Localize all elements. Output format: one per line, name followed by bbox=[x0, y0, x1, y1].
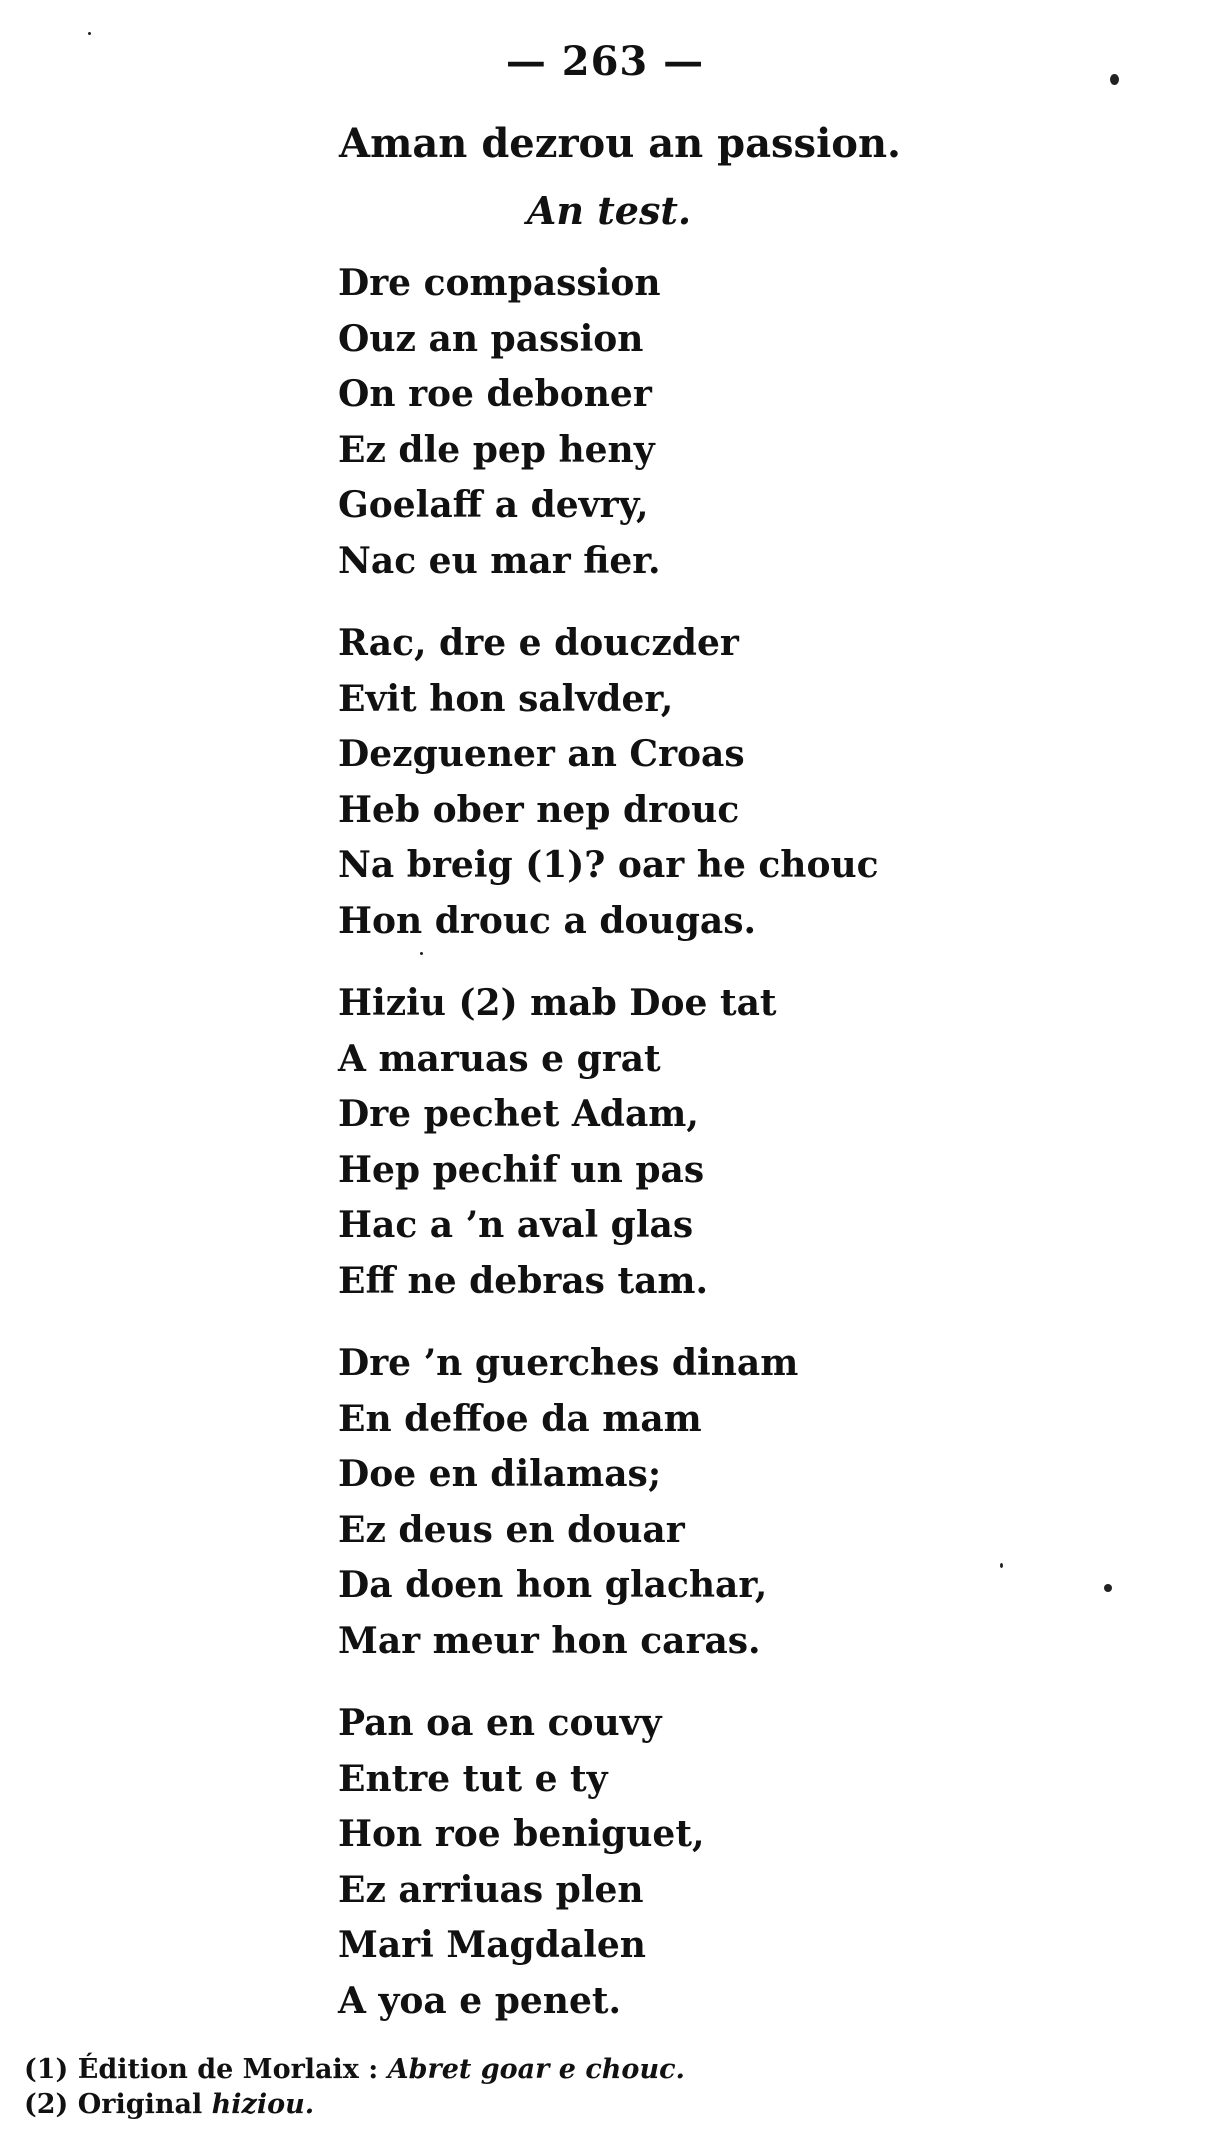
verse-line: Rac, dre e douczder bbox=[338, 622, 739, 664]
page-number: — 263 — bbox=[505, 38, 705, 85]
poem-title: Aman dezrou an passion. bbox=[339, 120, 901, 167]
footnote-emphasis: hiziou. bbox=[211, 2089, 315, 2120]
scan-speck bbox=[420, 952, 423, 955]
verse-line: Dre ’n guerches dinam bbox=[338, 1342, 799, 1384]
verse-line: Entre tut e ty bbox=[338, 1757, 608, 1800]
scan-speck bbox=[1104, 1584, 1112, 1592]
verse-line: Hon drouc a dougas. bbox=[338, 899, 757, 942]
verse-line: Dezguener an Croas bbox=[338, 733, 745, 775]
verse-line: Hon roe beniguet, bbox=[338, 1813, 705, 1855]
verse-line: Nac eu mar fier. bbox=[338, 539, 661, 582]
verse-line: Ez deus en douar bbox=[338, 1508, 685, 1551]
footnote-2 bbox=[24, 2087, 1174, 2122]
stanza-3 bbox=[338, 976, 1038, 1309]
verse-line: Doe en dilamas; bbox=[338, 1453, 662, 1495]
verse-line: Pan oa en couvy bbox=[338, 1702, 662, 1744]
verse-line: Eff ne debras tam. bbox=[338, 1259, 709, 1302]
verse-line: Mar meur hon caras. bbox=[338, 1619, 761, 1662]
verse-line: Evit hon salvder, bbox=[338, 677, 674, 720]
scan-speck bbox=[88, 32, 91, 35]
verse-line: A maruas e grat bbox=[338, 1037, 661, 1080]
verse-line: Hac a ’n aval glas bbox=[338, 1204, 694, 1246]
stanza-4 bbox=[338, 1336, 1038, 1669]
verse-line: Mari Magdalen bbox=[338, 1924, 646, 1966]
verse-line: Goelaff a devry, bbox=[338, 484, 649, 526]
verse-line: Ouz an passion bbox=[338, 317, 644, 360]
verse-line: Ez dle pep heny bbox=[338, 428, 655, 471]
poem-body bbox=[338, 256, 1038, 2056]
verse-line: On roe deboner bbox=[338, 373, 652, 415]
footnote-1 bbox=[24, 2052, 1174, 2087]
footnotes bbox=[24, 2052, 1174, 2122]
verse-line: En deffoe da mam bbox=[338, 1397, 702, 1440]
verse-line: Dre pechet Adam, bbox=[338, 1093, 699, 1135]
verse-line: Ez arriuas plen bbox=[338, 1868, 644, 1911]
verse-line: Hep pechif un pas bbox=[338, 1148, 705, 1191]
scan-speck bbox=[1110, 74, 1119, 85]
stanza-1 bbox=[338, 256, 1038, 589]
footnote-text: (1) Édition de Morlaix : bbox=[24, 2054, 388, 2085]
verse-line: A yoa e penet. bbox=[338, 1979, 622, 2022]
verse-line: Na breig (1)? oar he chouc bbox=[338, 844, 879, 886]
verse-line: Dre compassion bbox=[338, 262, 661, 304]
verse-line: Heb ober nep drouc bbox=[338, 788, 740, 831]
verse-line: Da doen hon glachar, bbox=[338, 1564, 768, 1606]
verse-line: Hiziu (2) mab Doe tat bbox=[338, 982, 777, 1024]
stanza-2 bbox=[338, 616, 1038, 949]
footnote-emphasis: Abret goar e chouc. bbox=[387, 2054, 685, 2085]
footnote-text: (2) Original bbox=[24, 2089, 212, 2120]
scan-speck bbox=[1000, 1563, 1003, 1568]
poem-subtitle: An test. bbox=[526, 188, 692, 233]
stanza-5 bbox=[338, 1696, 1038, 2029]
